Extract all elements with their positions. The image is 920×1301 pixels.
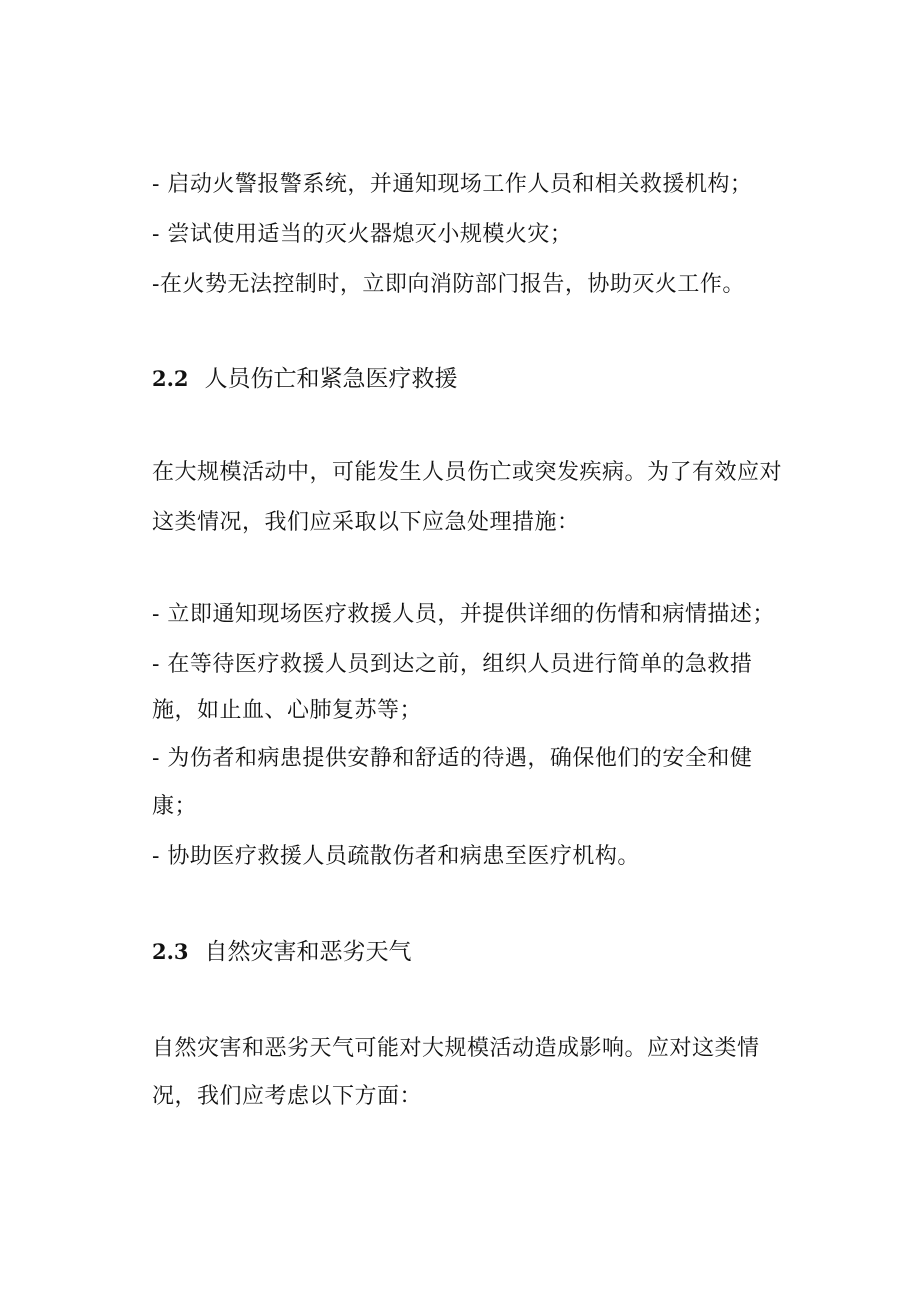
section-number: 2.2 bbox=[152, 366, 189, 391]
paragraph-line: 这类情况，我们应采取以下应急处理措施： bbox=[152, 510, 580, 535]
section-heading-2-2 bbox=[152, 364, 458, 394]
medical-list-item-continuation: 康； bbox=[152, 794, 198, 819]
medical-list-item: - 在等待医疗救援人员到达之前，组织人员进行简单的急救措 bbox=[152, 652, 753, 677]
fire-list-item: -在火势无法控制时，立即向消防部门报告，协助灭火工作。 bbox=[152, 272, 745, 297]
paragraph-line: 自然灾害和恶劣天气可能对大规模活动造成影响。应对这类情 bbox=[152, 1036, 760, 1061]
paragraph-line: 况，我们应考虑以下方面： bbox=[152, 1084, 423, 1109]
section-title: 自然灾害和恶劣天气 bbox=[204, 939, 412, 965]
fire-list-item: - 启动火警报警系统，并通知现场工作人员和相关救援机构； bbox=[152, 172, 753, 197]
paragraph-line: 在大规模活动中，可能发生人员伤亡或突发疾病。为了有效应对 bbox=[152, 460, 783, 485]
medical-list-item: - 协助医疗救援人员疏散伤者和病患至医疗机构。 bbox=[152, 844, 640, 869]
fire-list-item: - 尝试使用适当的灭火器熄灭小规模火灾； bbox=[152, 222, 573, 247]
section-number: 2.3 bbox=[152, 939, 189, 964]
medical-list-item: - 为伤者和病患提供安静和舒适的待遇，确保他们的安全和健 bbox=[152, 746, 753, 771]
medical-list-item-continuation: 施，如止血、心肺复苏等； bbox=[152, 698, 423, 723]
medical-list-item: - 立即通知现场医疗救援人员，并提供详细的伤情和病情描述； bbox=[152, 602, 775, 627]
section-title: 人员伤亡和紧急医疗救援 bbox=[204, 366, 458, 392]
section-heading-2-3 bbox=[152, 937, 412, 967]
